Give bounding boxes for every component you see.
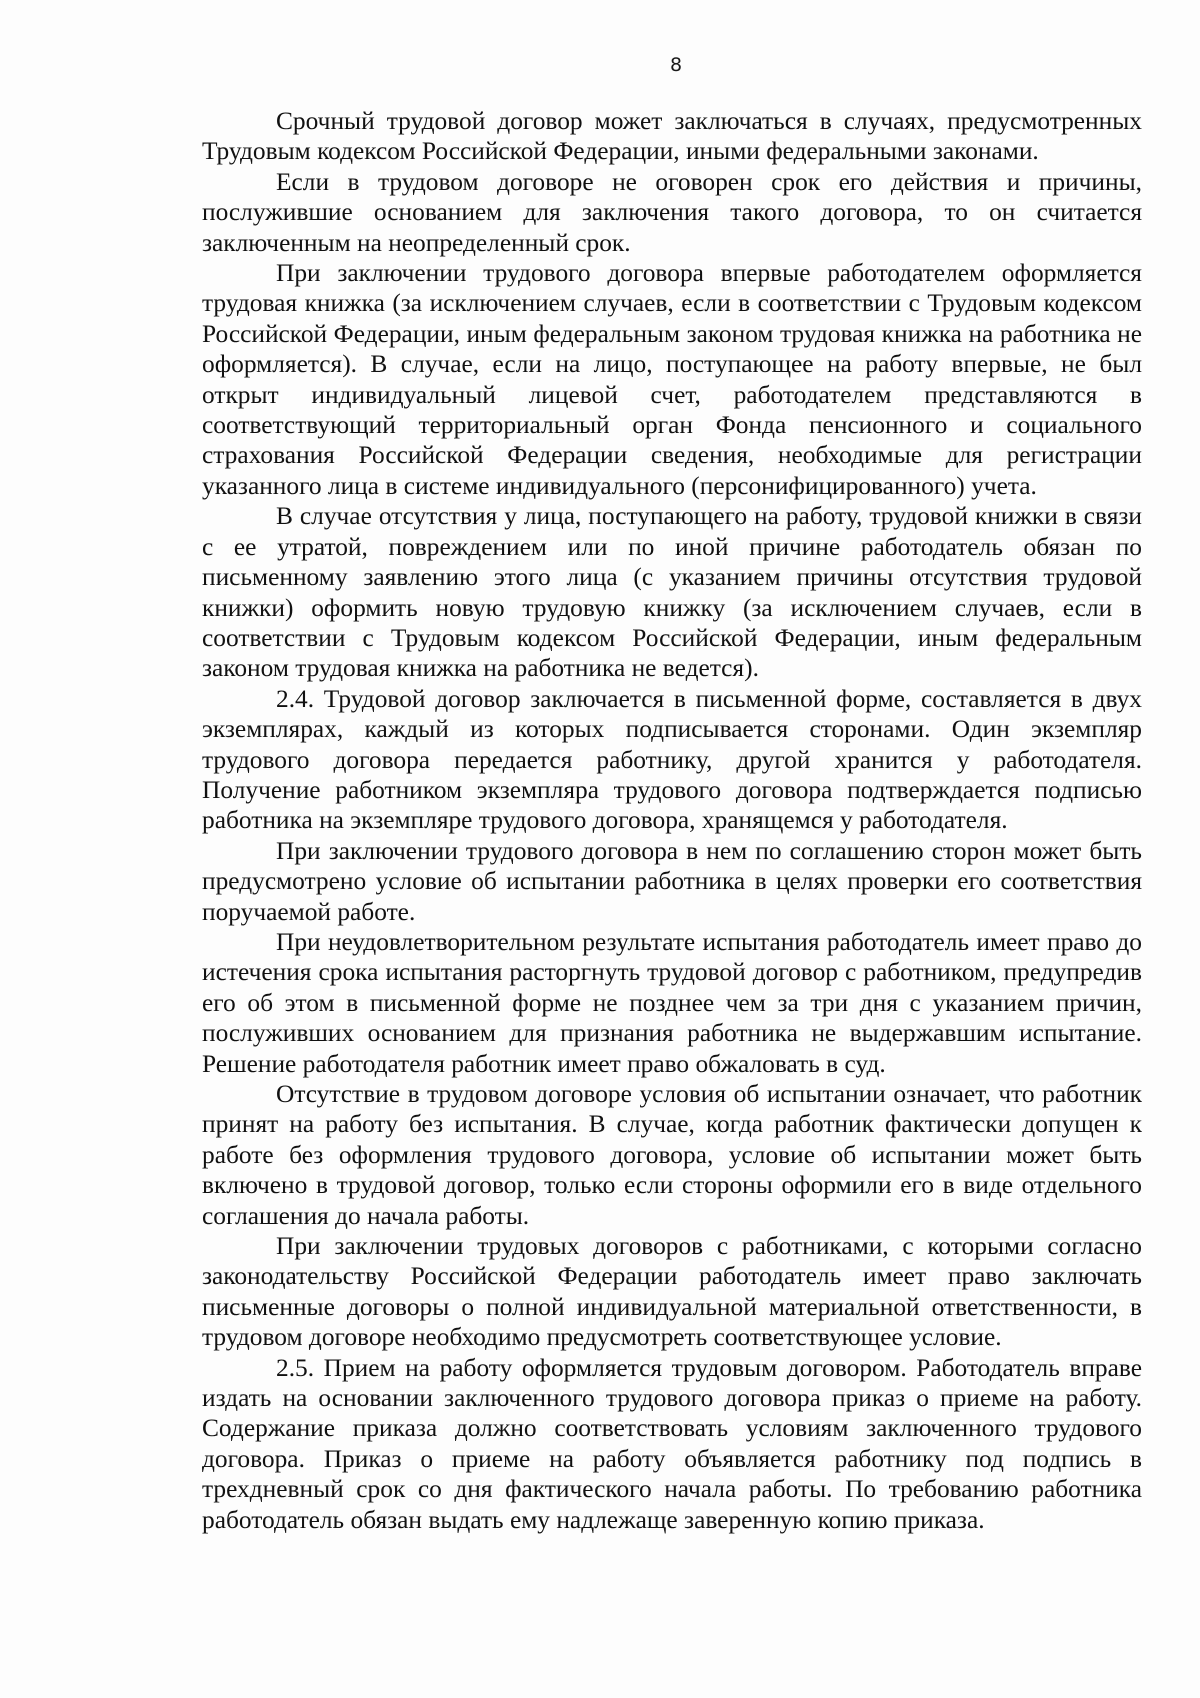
paragraph-section-2-4: 2.4. Трудовой договор заключается в письменной форме, составляется в двух экземплярах, каждый из которых подписывается сторонами. Один экземпляр трудового договора передается работнику, другой хранится у работодателя. Получение работником экземпляра трудового договора подтверждается подписью работника на экземпляре трудового договора, хранящемся у работодателя. bbox=[202, 684, 1142, 835]
paragraph-probation-condition: При заключении трудового договора в нем по соглашению сторон может быть предусмотрено условие об испытании работника в целях проверки его соответствия поручаемой работе. bbox=[202, 836, 1142, 926]
paragraph-work-book-missing: В случае отсутствия у лица, поступающего на работу, трудовой книжки в связи с ее утратой, повреждением или по иной причине работодатель обязан по письменному заявлению этого лица (с указанием причины отсутствия трудовой книжки) оформить новую трудовую книжку (за исключением случаев, если в соответствии с Трудовым кодексом Российской Федерации, иным федеральным законом трудовая книжка на работника не ведется). bbox=[202, 502, 1142, 683]
paragraph-material-liability: При заключении трудовых договоров с работниками, с которыми согласно законодательству Российской Федерации работодатель имеет право заключать письменные договоры о полной индивидуальной материальной ответственности, в трудовом договоре необходимо предусмотреть соответствующее условие. bbox=[202, 1232, 1142, 1352]
paragraph-no-probation: Отсутствие в трудовом договоре условия об испытании означает, что работник принят на работу без испытания. В случае, когда работник фактически допущен к работе без оформления трудового договора, условие об испытании может быть включено в трудовой договор, только если стороны оформили его в виде отдельного соглашения до начала работы. bbox=[202, 1080, 1142, 1230]
paragraph-indefinite-term: Если в трудовом договоре не оговорен срок его действия и причины, послужившие основанием для заключения такого договора, то он считается заключенным на неопределенный срок. bbox=[202, 167, 1142, 257]
document-body bbox=[202, 106, 1142, 1535]
page-number: 8 bbox=[669, 54, 683, 76]
paragraph-fixed-term-contract: Срочный трудовой договор может заключаться в случаях, предусмотренных Трудовым кодексом Российской Федерации, иными федеральными законами. bbox=[202, 107, 1142, 166]
paragraph-probation-failure: При неудовлетворительном результате испытания работодатель имеет право до истечения срока испытания расторгнуть трудовой договор с работником, предупредив его об этом в письменной форме не позднее чем за три дня с указанием причин, послуживших основанием для признания работника не выдержавшим испытание. Решение работодателя работник имеет право обжаловать в суд. bbox=[202, 927, 1142, 1078]
paragraph-section-2-5: 2.5. Прием на работу оформляется трудовым договором. Работодатель вправе издать на основании заключенного трудового договора приказ о приеме на работу. Содержание приказа должно соответствовать условиям заключенного трудового договора. Приказ о приеме на работу объявляется работнику под подпись в трехдневный срок со дня фактического начала работы. По требованию работника работодатель обязан выдать ему надлежаще заверенную копию приказа. bbox=[202, 1353, 1142, 1534]
paragraph-work-book-issue: При заключении трудового договора впервые работодателем оформляется трудовая книжка (за исключением случаев, если в соответствии с Трудовым кодексом Российской Федерации, иным федеральным законом трудовая книжка на работника не оформляется). В случае, если на лицо, поступающее на работу впервые, не был открыт индивидуальный лицевой счет, работодателем представляются в соответствующий территориальный орган Фонда пенсионного и социального страхования Российской Федерации сведения, необходимые для регистрации указанного лица в системе индивидуального (персонифицированного) учета. bbox=[202, 259, 1142, 500]
